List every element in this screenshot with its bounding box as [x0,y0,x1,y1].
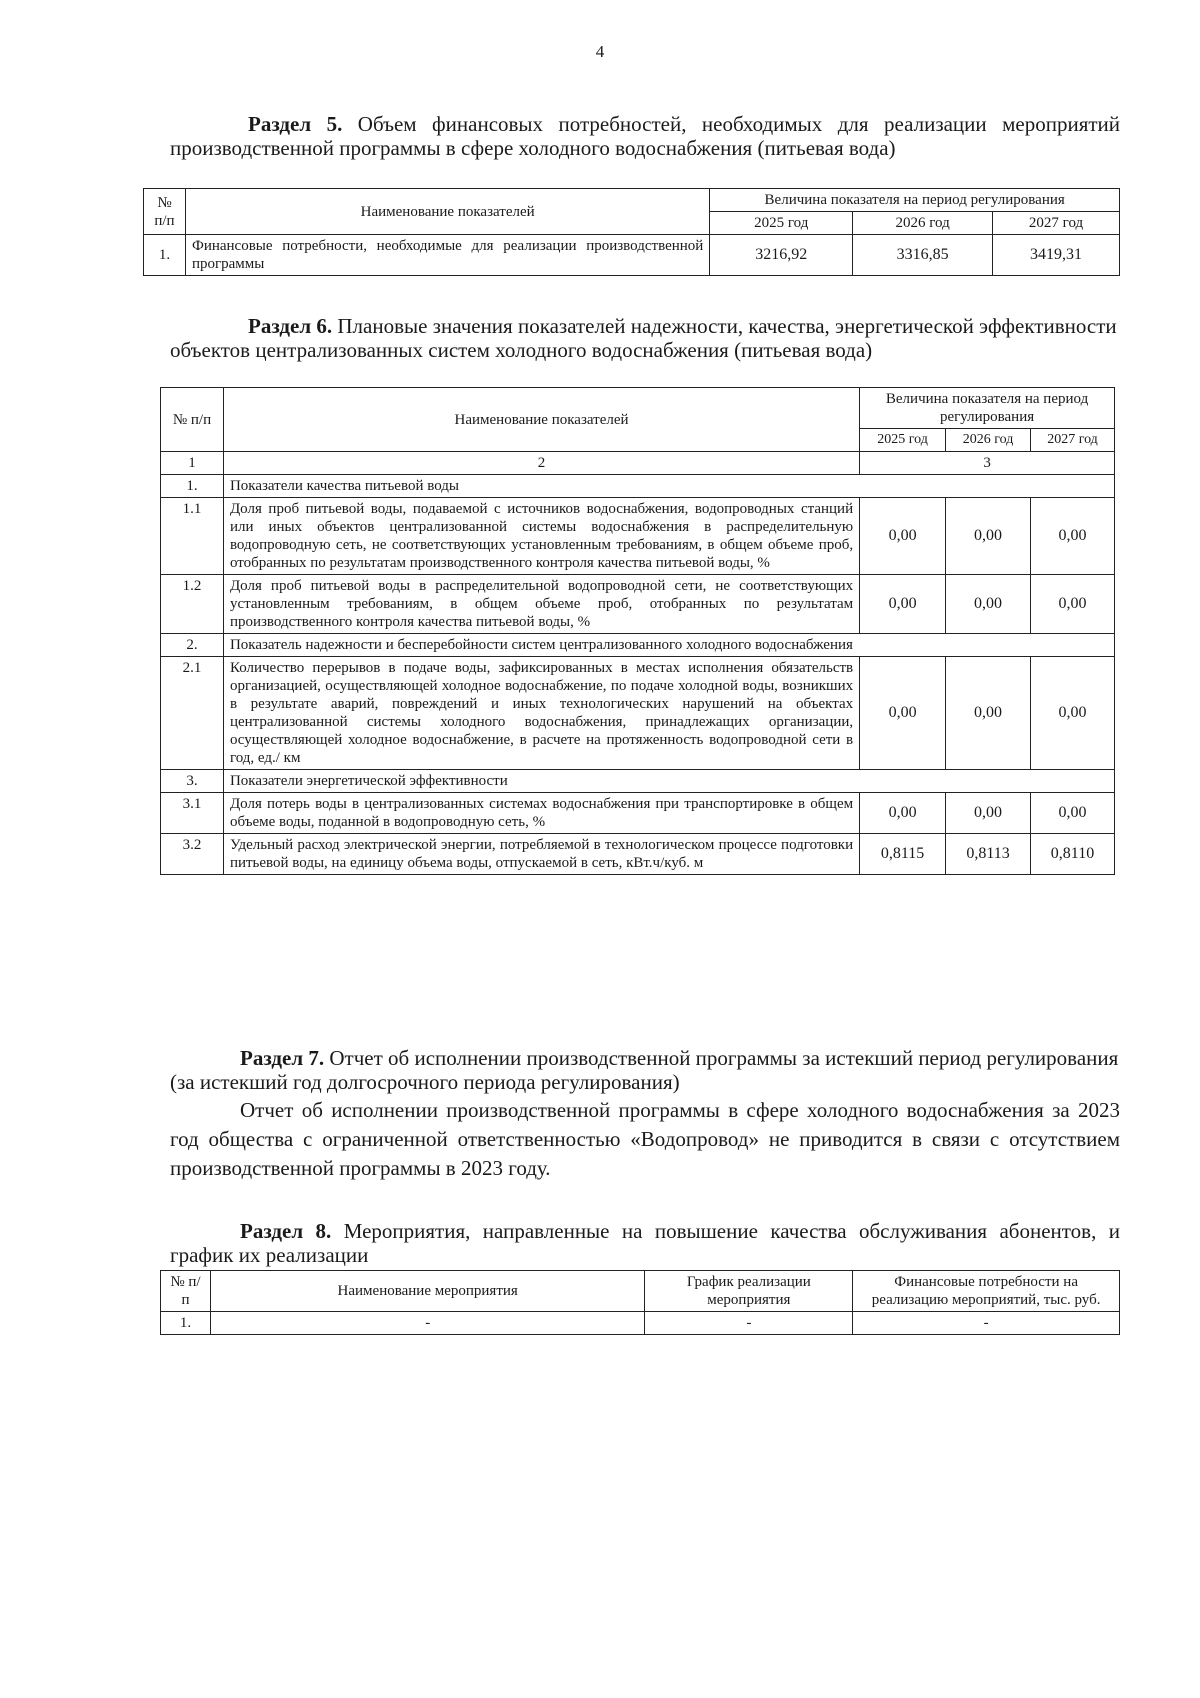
section-7-text: Отчет об исполнении производственной программы в сфере холодного водоснабжения за 2023 год общества с ограниченной ответственностью «Водопровод» не приводится в связи с отсутствием производственной программы в 2023 году. [170,1098,1120,1180]
row-number: 1.1 [161,498,224,575]
value-2025: 0,00 [860,657,946,770]
page-number: 4 [595,42,605,61]
value-2027: 0,00 [1031,793,1115,834]
row-number: 3.1 [161,793,224,834]
section-5-table [143,188,1120,276]
row-number: 2.1 [161,657,224,770]
group-name: Показатель надежности и бесперебойности систем централизованного холодного водоснабжения [223,634,1114,657]
value-2026: 0,8113 [946,834,1031,875]
value-2025: 3216,92 [710,235,853,276]
row-number: 1. [144,235,186,276]
section-8-title: Мероприятия, направленные на повышение качества обслуживания абонентов, и график их реализации [170,1219,1120,1267]
col-period-header: Величина показателя на период регулирования [710,189,1120,212]
row-number: 1.2 [161,575,224,634]
section-7-title: Отчет об исполнении производственной программы за истекший период регулирования (за истекший год долгосрочного периода регулирования) [170,1046,1119,1094]
value-2026: 0,00 [946,657,1031,770]
section-7-heading [170,1046,1120,1094]
table-row [161,575,1115,634]
col-index-2: 2 [223,452,859,475]
value-2026: 0,00 [946,575,1031,634]
row-name: Удельный расход электрической энергии, потребляемой в технологическом процессе подготовки питьевой воды, на единицу объема воды, отпускаемой в сеть, кВт.ч/куб. м [223,834,859,875]
table-row [161,793,1115,834]
table-row [161,498,1115,575]
group-row [161,770,1115,793]
table-row [144,235,1120,276]
table-row [161,1312,1120,1335]
col-num-header: № п/п [161,388,224,452]
value-2027: 0,8110 [1031,834,1115,875]
col-num-header: № п/п [161,1271,211,1312]
row-name: Финансовые потребности, необходимые для реализации производственной программы [185,235,709,276]
section-8-heading [170,1219,1120,1267]
section-8-table [160,1270,1120,1335]
value-2027: 0,00 [1031,657,1115,770]
row-number: 1. [161,1312,211,1335]
row-name: Доля проб питьевой воды, подаваемой с источников водоснабжения, водопроводных станций или иных объектов централизованной системы водоснабжения в распределительную водопроводную сеть, не соответствующих установленным требованиям, в общем объеме проб, отобранных по результатам производственного контроля качества питьевой воды, % [223,498,859,575]
row-finance: - [853,1312,1120,1335]
group-name: Показатели энергетической эффективности [223,770,1114,793]
row-number: 1. [161,475,224,498]
value-2027: 3419,31 [993,235,1120,276]
row-number: 3.2 [161,834,224,875]
row-schedule: - [645,1312,853,1335]
section-5-label: Раздел 5. [248,112,343,136]
col-finance-header: Финансовые потребности на реализацию мероприятий, тыс. руб. [853,1271,1120,1312]
col-year-2025: 2025 год [860,429,946,452]
row-name: Доля проб питьевой воды в распределительной водопроводной сети, не соответствующих установленным требованиям, в общем объеме проб, отобранных по результатам производственного контроля качества питьевой воды, % [223,575,859,634]
col-num-header: № п/п [144,189,186,235]
group-name: Показатели качества питьевой воды [223,475,1114,498]
table-row [161,834,1115,875]
row-number: 3. [161,770,224,793]
value-2026: 0,00 [946,793,1031,834]
col-index-3: 3 [860,452,1115,475]
section-6-label: Раздел 6. [248,314,333,338]
section-5-heading [170,112,1120,160]
row-number: 2. [161,634,224,657]
section-5-title: Объем финансовых потребностей, необходимых для реализации мероприятий производственной программы в сфере холодного водоснабжения (питьевая вода) [170,112,1121,160]
value-2027: 0,00 [1031,498,1115,575]
group-row [161,634,1115,657]
section-8-label: Раздел 8. [240,1219,332,1243]
value-2025: 0,00 [860,575,946,634]
col-name-header: Наименование показателей [223,388,859,452]
table-row [161,657,1115,770]
col-schedule-header: График реализации мероприятия [645,1271,853,1312]
col-name-header: Наименование мероприятия [210,1271,644,1312]
col-name-header: Наименование показателей [185,189,709,235]
section-6-heading [170,314,1120,362]
row-name: - [210,1312,644,1335]
value-2025: 0,00 [860,793,946,834]
col-year-2026: 2026 год [946,429,1031,452]
col-year-2026: 2026 год [853,212,993,235]
value-2025: 0,00 [860,498,946,575]
group-row [161,475,1115,498]
row-name: Доля потерь воды в централизованных системах водоснабжения при транспортировке в общем объеме воды, поданной в водопроводную сеть, % [223,793,859,834]
col-year-2025: 2025 год [710,212,853,235]
value-2026: 3316,85 [853,235,993,276]
col-year-2027: 2027 год [1031,429,1115,452]
section-6-table [160,387,1115,875]
row-name: Количество перерывов в подаче воды, зафиксированных в местах исполнения обязательств организацией, осуществляющей холодное водоснабжение, по подаче холодной воды, возникших в результате аварий, повреждений и иных технологических нарушений на объектах централизованной системы холодного водоснабжения, принадлежащих организации, осуществляющей холодное водоснабжение, в расчете на протяженность водопроводной сети в год, ед./ км [223,657,859,770]
value-2027: 0,00 [1031,575,1115,634]
value-2026: 0,00 [946,498,1031,575]
col-period-header: Величина показателя на период регулирования [860,388,1115,429]
section-7-label: Раздел 7. [240,1046,325,1070]
col-year-2027: 2027 год [993,212,1120,235]
section-6-title: Плановые значения показателей надежности, качества, энергетической эффективности объектов централизованных систем холодного водоснабжения (питьевая вода) [170,314,1117,362]
col-index-1: 1 [161,452,224,475]
value-2025: 0,8115 [860,834,946,875]
